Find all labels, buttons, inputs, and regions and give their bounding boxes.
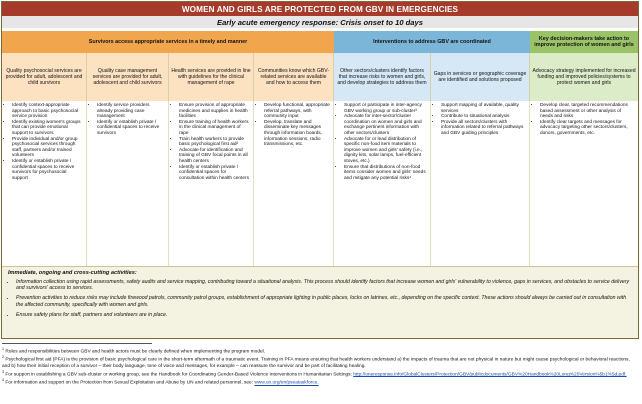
footnotes (2, 347, 638, 386)
band-coordinated: Interventions to address GBV are coordinated (334, 31, 530, 53)
column-header: Communities know which GBV-related services are available and how to access them (254, 53, 334, 101)
activity-item: • Identify context-appropriate approach to basic psychosocial service provision (12, 103, 83, 120)
activity-item: • Ensure that distributions of non-food items consider women and girls' needs and mitigate any potential risks⁴ (344, 165, 427, 182)
column-header: Gaps in services or geographic coverage are identified and solutions proposed (431, 53, 530, 101)
column-activities (254, 101, 334, 266)
activity-item: • Develop, translate and disseminate key messages through information boards, information sessions, radio transmissions, etc. (264, 120, 330, 148)
activity-item: • Identify service providers already providing case management (97, 103, 165, 120)
activity-item: • Ensure provision of appropriate medicines and supplies in health facilities (179, 103, 250, 120)
activity-item: • Identify clear targets and messages for advocacy targeting other sectors/clusters, donors, governments, etc. (540, 120, 635, 137)
footnote: $^4$ For information and support on the Protection from Sexual Exploitation and Abuse by UN and related personnel, see: www.un.org/en/pseataskforce. (2, 377, 319, 386)
activity-item: • Develop functional, appropriate referral pathways, with community input (264, 103, 330, 120)
activity-item: • Identify existing women's groups that can provide emotional support to survivors (12, 120, 83, 137)
column-activities (87, 101, 169, 266)
activity-item: • Advocate for or lead distribution of specific non-food item materials to improve women and girls' safety (i.e., dignity kits, solar lamps, fuel-efficient stoves, etc.) (344, 137, 427, 165)
handbook-link[interactable]: http://oneresponse.info/GlobalClusters/Protection/GBV/publicdocuments/GBV%20Handbook%20Long%20Version%5b1%5d.pdf. (353, 372, 627, 378)
column-activities (2, 101, 87, 266)
column-activities (334, 101, 431, 266)
crosscutting-heading: Immediate, ongoing and cross-cutting activities: (8, 270, 137, 276)
pseataskforce-link[interactable]: www.un.org/en/pseataskforce. (254, 380, 319, 386)
table-subtitle: Early acute emergency response: Crisis onset to 10 days (2, 16, 638, 28)
activity-item: • Identify or establish private / confidential spaces for consultation within health centers (179, 165, 250, 182)
footnote: $^2$ Psychological first aid (PFA) is the provision of basic psychological care in the short-term aftermath of a traumatic event. Training in PFA means ensuring that health workers understand a) the impacts of trauma that are not physical in nature but might cause psychological or behavioral reactions, and b) how their initial reception of a survivor – their body language, tone of voice and messages, for example – can reassure the survivor and be part of facilitating healing. (2, 355, 630, 369)
column-header: Health services are provided in line with guidelines for the clinical management of rape (169, 53, 254, 101)
activity-item: • Support mapping of available, quality services (441, 103, 526, 114)
activity-item: • Provide individual and/or group psychosocial services through staff, partners and/or trained volunteers (12, 137, 83, 159)
column-header: Quality case management services are provided for adult, adolescent and child survivors (87, 53, 169, 101)
activity-item: • Advocate for identification and training of GBV focal points in all health centers (179, 148, 250, 165)
table-title: WOMEN AND GIRLS ARE PROTECTED FROM GBV IN EMERGENCIES (2, 2, 638, 16)
crosscutting-item: • Prevention activities to reduce risks may include firewood patrols, community patrol groups, establishment of appropriate lighting in public places, locks on latrines, etc., depending on the specific context. These actions should always be carried out in consultation with the affected community, specifically with women and girls. (16, 295, 632, 307)
band-survivors-access: Survivors access appropriate services in a timely and manner (2, 31, 334, 53)
column-activities (530, 101, 638, 266)
column-header: Other sectors/clusters identify factors that increase risks to women and girls, and develop strategies to address them (334, 53, 431, 101)
activity-item: • Support or participate in inter-agency GBV working group or sub-cluster³ (344, 103, 427, 114)
column-activities (431, 101, 530, 266)
crosscutting-section (2, 266, 638, 338)
footnote-divider (2, 343, 152, 344)
activity-item: • Contribute to situational analysis (441, 114, 526, 120)
footnote: $^1$ Roles and responsibilities between GBV and health actors must be clearly defined when implementing the program model. (2, 347, 266, 355)
band-decision-makers: Key decision-makers take action to improve protection of women and girls (530, 31, 638, 53)
crosscutting-item: • Ensure safety plans for staff, partners and volunteers are in place. (16, 312, 632, 318)
column-header: Quality psychosocial services are provided for adult, adolescent and child survivors (2, 53, 87, 101)
activity-item: • Identify or establish private / confidential spaces to receive survivors for psychosocial support (12, 159, 83, 181)
activity-item: • Ensure training of health workers in the clinical management of rape (179, 120, 250, 137)
activity-item: • Provide all sectors/clusters with information related to referral pathways and GBV guiding principles (441, 120, 526, 137)
activity-item: • Train health workers to provide basic psychological first aid² (179, 137, 250, 148)
footnote: $^3$ For support in establishing a GBV sub-cluster or working group, see the Handbook for Coordinating Gender-Based Violence Interventions in Humanitarian Settings: http://oneresponse.info/GlobalClusters/Protection/GBV/publicdocuments/GBV%20Handbook%20Long%20Version%5b1%5d.pdf. (2, 369, 627, 378)
column-header: Advocacy strategy implemented for increased funding and improved policies/systems to protect women and girls (530, 53, 638, 101)
crosscutting-item: • Information collection using rapid assessments, safety audits and service mapping, contributing toward a situational analysis. This process should identify factors that increase women and girls' vulnerability to violence, gaps in services, and obstacles to service delivery and survivors' access to services. (16, 279, 632, 291)
column-activities (169, 101, 254, 266)
activity-item: • Develop clear, targeted recommendations based assessment or other analysis of needs and risks (540, 103, 635, 120)
gbv-framework-table (1, 1, 639, 339)
activity-item: • Advocate for inter-sector/cluster coordination on women and girls and exchange pertinent information with other sectors/clusters (344, 114, 427, 136)
activity-item: • Identify or establish private / confidential spaces to receive survivors (97, 120, 165, 137)
